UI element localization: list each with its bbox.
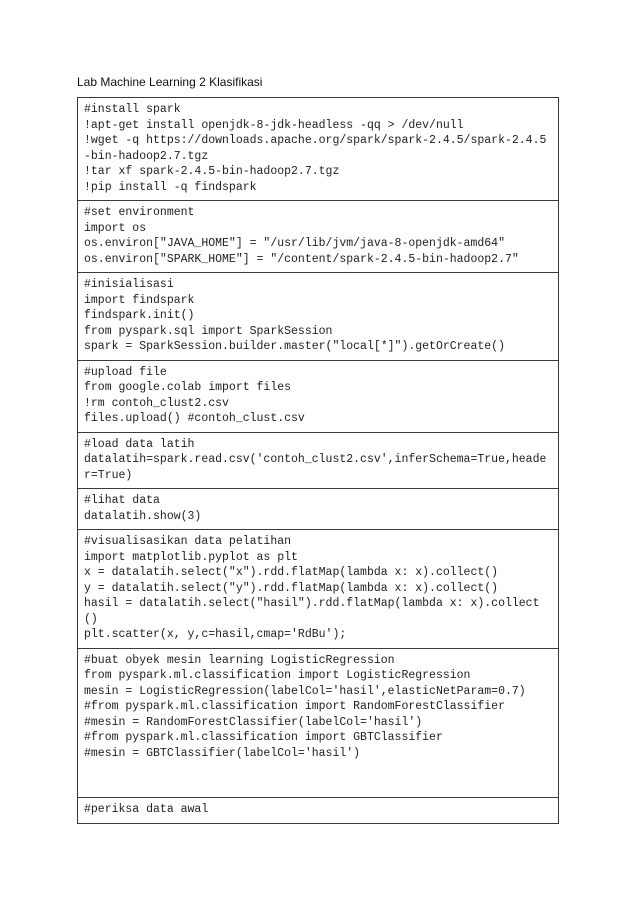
code-line: #visualisasikan data pelatihan [84, 535, 292, 548]
code-line: #mesin = RandomForestClassifier(labelCol='hasil') [84, 715, 423, 729]
code-line: #set environment [84, 206, 195, 219]
code-line: !pip install -q findspark [84, 180, 257, 194]
code-cell-row [78, 648, 559, 798]
code-cell-row [78, 98, 559, 201]
document-title: Lab Machine Learning 2 Klasifikasi [77, 75, 263, 89]
code-cell-row [78, 798, 559, 824]
code-cell [78, 98, 559, 201]
code-line: #lihat data [84, 494, 160, 507]
code-line: import os [84, 221, 147, 235]
code-table-body [78, 98, 559, 824]
code-line: import findspark [84, 293, 195, 307]
code-cell-row [78, 530, 559, 649]
code-line: x = datalatih.select("x").rdd.flatMap(lambda x: x).collect() [84, 566, 499, 579]
code-cell [78, 201, 559, 273]
code-line: spark = SparkSession.builder.master("local[*]").getOrCreate() [84, 340, 505, 353]
code-line: #buat obyek mesin learning LogisticRegression [84, 653, 395, 667]
code-line: y = datalatih.select("y").rdd.flatMap(lambda x: x).collect() [84, 581, 499, 595]
code-line: !apt-get install openjdk-8-jdk-headless -qq > /dev/null [84, 118, 464, 132]
code-line: os.environ["JAVA_HOME"] = "/usr/lib/jvm/java-8-openjdk-amd64" [84, 237, 505, 250]
code-cell [78, 648, 559, 798]
code-cell-row [78, 489, 559, 530]
code-cell-row [78, 432, 559, 489]
code-line: from pyspark.sql import SparkSession [84, 324, 333, 338]
code-line: import matplotlib.pyplot as plt [84, 550, 298, 564]
code-line: #upload file [84, 365, 167, 379]
code-line: from pyspark.ml.classification import LogisticRegression [84, 669, 471, 682]
code-cell [78, 530, 559, 649]
code-line: datalatih=spark.read.csv('contoh_clust2.csv',inferSchema=True,header=True) [84, 453, 547, 482]
code-line: findspark.init() [84, 309, 195, 322]
code-line [84, 761, 552, 777]
code-line: datalatih.show(3) [84, 509, 202, 523]
code-line: mesin = LogisticRegression(labelCol='hasil',elasticNetParam=0.7) [84, 684, 526, 698]
code-cell [78, 489, 559, 530]
code-line: plt.scatter(x, y,c=hasil,cmap='RdBu'); [84, 628, 347, 641]
code-cell-row [78, 360, 559, 432]
code-line: #load data latih [84, 437, 195, 451]
code-cell-row [78, 273, 559, 361]
code-line: !tar xf spark-2.4.5-bin-hadoop2.7.tgz [84, 165, 340, 178]
code-line: #from pyspark.ml.classification import GBTClassifier [84, 731, 443, 744]
code-cell [78, 432, 559, 489]
code-line [84, 777, 552, 793]
code-cell [78, 360, 559, 432]
code-line: #from pyspark.ml.classification import RandomForestClassifier [84, 700, 505, 713]
code-line: files.upload() #contoh_clust.csv [84, 412, 305, 425]
code-line: !wget -q https://downloads.apache.org/spark/spark-2.4.5/spark-2.4.5-bin-hadoop2.7.tgz [84, 134, 547, 163]
code-line: from google.colab import files [84, 381, 292, 394]
code-table [77, 97, 559, 824]
code-line: #install spark [84, 103, 181, 116]
code-line: os.environ["SPARK_HOME"] = "/content/spark-2.4.5-bin-hadoop2.7" [84, 252, 519, 266]
code-line: #inisialisasi [84, 278, 174, 291]
code-line: hasil = datalatih.select("hasil").rdd.flatMap(lambda x: x).collect() [84, 597, 540, 626]
code-line: #mesin = GBTClassifier(labelCol='hasil') [84, 746, 361, 760]
code-cell-row [78, 201, 559, 273]
code-cell [78, 273, 559, 361]
code-line: #periksa data awal [84, 803, 209, 816]
code-line: !rm contoh_clust2.csv [84, 396, 229, 410]
code-cell [78, 798, 559, 824]
